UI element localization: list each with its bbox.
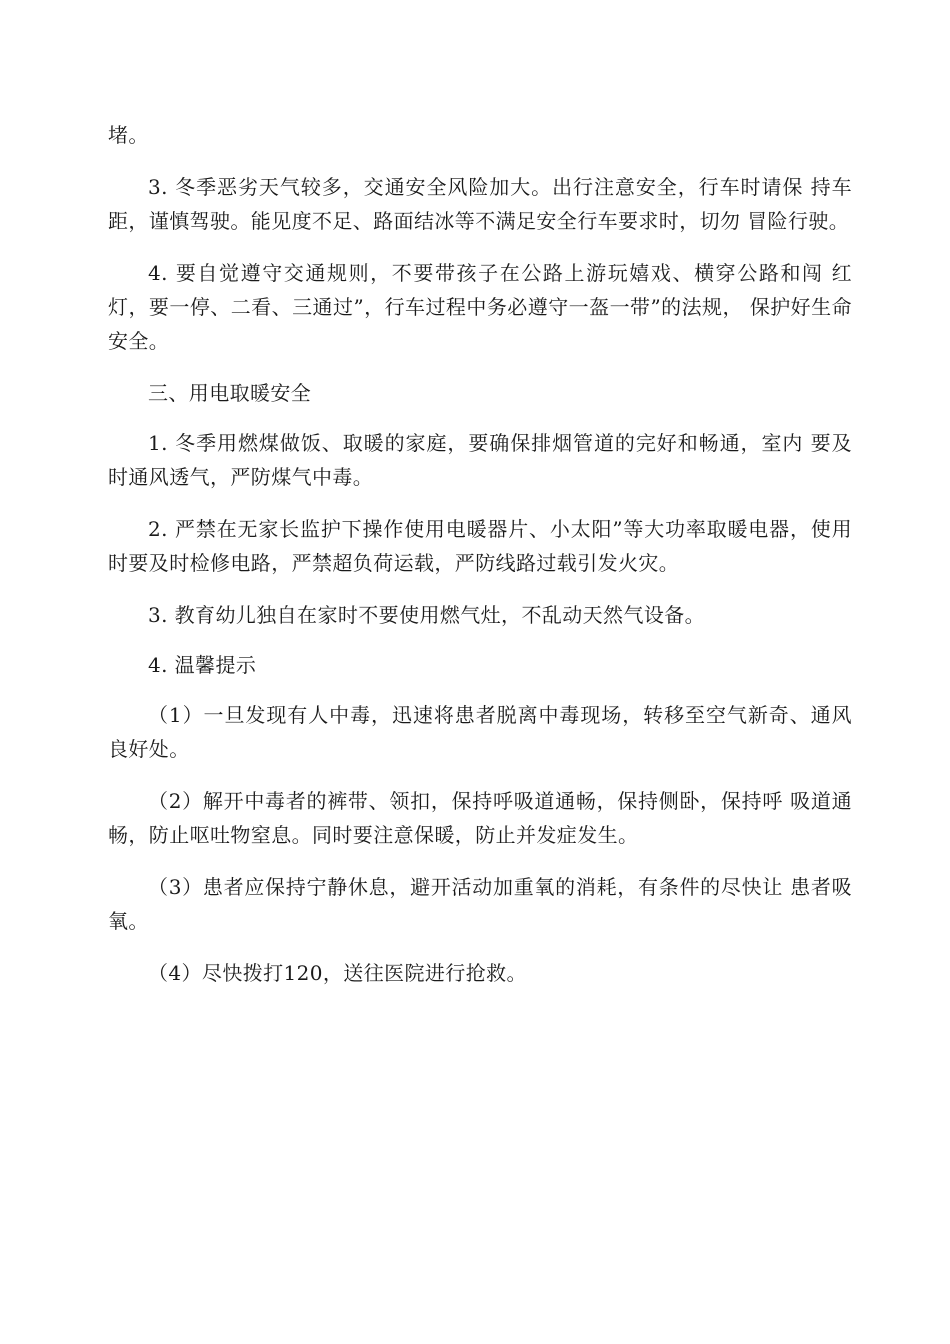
paragraph-tip-1: （1）一旦发现有人中毒，迅速将患者脱离中毒现场，转移至空气新奇、通风良好处。: [108, 703, 852, 761]
paragraph-tip-2: （2）解开中毒者的裤带、领扣，保持呼吸道通畅，保持侧卧，保持呼 吸道通畅，防止呕吐物窒息。同时要注意保暖，防止并发症发生。: [108, 789, 852, 847]
document-page: [108, 118, 852, 1008]
paragraph-tip-4: （4）尽快拨打120，送往医院进行抢救。: [148, 961, 527, 985]
paragraph-tip-3: （3）患者应保持宁静休息，避开活动加重氧的消耗，有条件的尽快让 患者吸氧。: [108, 875, 852, 933]
paragraph-tips-heading: 4. 温馨提示: [148, 653, 257, 677]
paragraph-traffic-rules: 4. 要自觉遵守交通规则，不要带孩子在公路上游玩嬉戏、横穿公路和闯 红灯，要一停、二看、三通过”，行车过程中务必遵守一盔一带”的法规， 保护好生命安全。: [108, 261, 852, 353]
paragraph-coal-heating: 1. 冬季用燃煤做饭、取暖的家庭，要确保排烟管道的完好和畅通，室内 要及时通风透气，严防煤气中毒。: [108, 431, 852, 489]
paragraph-continuation: 堵。: [108, 123, 149, 147]
paragraph-traffic-weather: 3. 冬季恶劣天气较多，交通安全风险加大。出行注意安全，行车时请保 持车距，谨慎驾驶。能见度不足、路面结冰等不满足安全行车要求时，切勿 冒险行驶。: [108, 175, 852, 233]
paragraph-electric-heaters: 2. 严禁在无家长监护下操作使用电暖器片、小太阳”等大功率取暖电器，使用时要及时检修电路，严禁超负荷运载，严防线路过载引发火灾。: [108, 517, 852, 575]
section-heading-heating-safety: 三、用电取暖安全: [148, 381, 312, 405]
paragraph-gas-stove: 3. 教育幼儿独自在家时不要使用燃气灶，不乱动天然气设备。: [148, 603, 706, 627]
